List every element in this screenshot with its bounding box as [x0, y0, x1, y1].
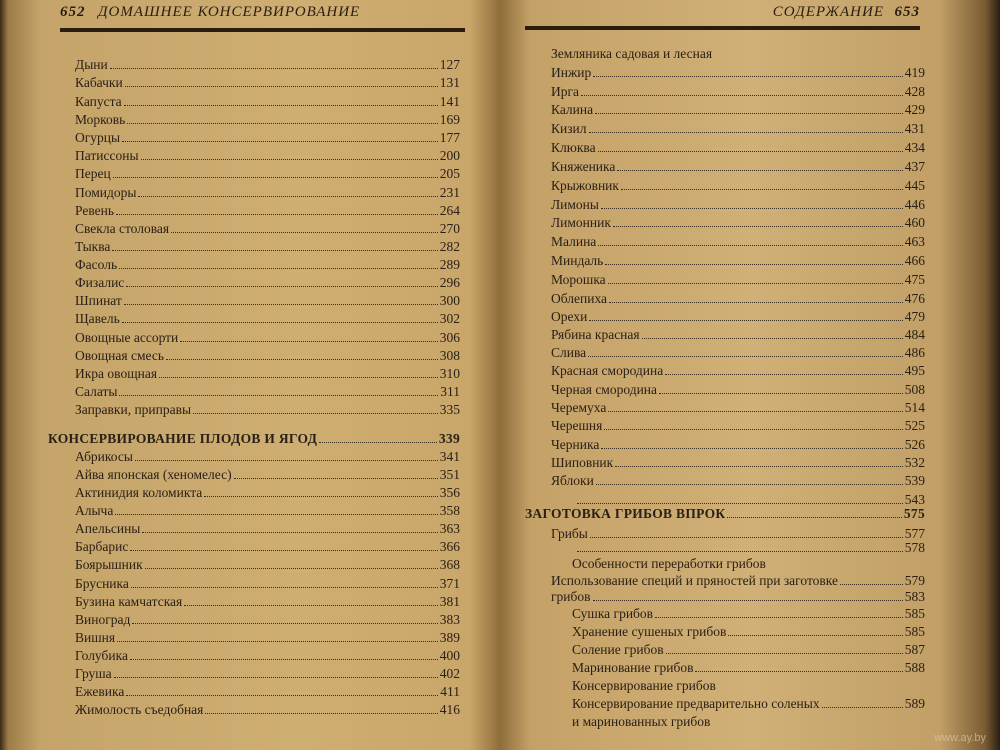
toc-leader-dots — [659, 380, 903, 394]
toc-leader-dots — [114, 664, 438, 678]
toc-entry — [75, 447, 460, 466]
toc-leader-dots — [588, 343, 903, 357]
toc-leader-dots — [655, 604, 903, 618]
toc-entry — [75, 700, 460, 719]
toc-entry — [551, 63, 925, 82]
left-page-number: 652 — [60, 4, 86, 20]
toc-entry-page: 476 — [904, 291, 925, 306]
toc-entry-label: Инжир — [551, 65, 592, 80]
toc-entry-label: Рябина красная — [551, 327, 640, 342]
toc-entry-label: Ежевика — [75, 684, 125, 699]
toc-entry-page: 589 — [904, 696, 925, 711]
toc-entry-page: 508 — [904, 382, 925, 397]
toc-section-heading — [48, 429, 460, 448]
toc-entry-label: Черешня — [551, 418, 603, 433]
toc-leader-dots — [110, 55, 438, 69]
toc-leader-dots — [598, 232, 902, 246]
toc-entry-label: Черная смородина — [551, 382, 658, 397]
toc-leader-dots — [116, 201, 438, 215]
toc-entry-page: 479 — [904, 309, 925, 324]
toc-entry — [551, 176, 925, 195]
toc-entry — [75, 55, 460, 74]
toc-leader-dots — [126, 682, 438, 696]
toc-entry-label: Хранение сушеных грибов — [572, 624, 727, 639]
toc-entry — [75, 610, 460, 629]
toc-leader-dots — [714, 45, 923, 58]
toc-entry-label: Овощные ассорти — [75, 330, 179, 345]
toc-entry — [572, 622, 925, 641]
toc-leader-dots — [130, 537, 437, 551]
toc-entry-page: 231 — [439, 185, 460, 200]
toc-entry-page: 351 — [439, 467, 460, 482]
toc-entry — [75, 628, 460, 647]
toc-entry — [551, 270, 925, 289]
toc-leader-dots — [593, 587, 903, 601]
toc-leader-dots — [124, 92, 438, 106]
toc-entry — [75, 574, 460, 593]
toc-entry — [551, 398, 925, 417]
toc-entry-page: 463 — [904, 234, 925, 249]
toc-entry — [551, 82, 925, 101]
toc-entry — [572, 604, 925, 623]
toc-entry-label: Кабачки — [75, 75, 123, 90]
toc-entry-page: 402 — [439, 666, 460, 681]
toc-entry-label: грибов — [551, 589, 591, 604]
toc-entry — [75, 592, 460, 611]
toc-entry-label: Тыква — [75, 239, 111, 254]
right-header-rule — [525, 26, 920, 30]
toc-entry — [551, 325, 925, 344]
toc-entry-page: 302 — [439, 311, 460, 326]
toc-leader-dots — [145, 555, 438, 569]
toc-leader-dots — [840, 571, 903, 585]
toc-entry — [551, 435, 925, 454]
toc-entry-label: Шпинат — [75, 293, 122, 308]
toc-entry-page: 358 — [439, 503, 460, 518]
toc-entry — [75, 346, 460, 365]
toc-entry-page: 431 — [904, 121, 925, 136]
toc-leader-dots — [119, 382, 438, 396]
toc-leader-dots — [589, 119, 903, 133]
toc-entry-label: Использование специй и пряностей при заготовке — [551, 573, 839, 588]
toc-entry-label: Огурцы — [75, 130, 121, 145]
toc-leader-dots — [712, 713, 923, 726]
toc-leader-dots — [601, 195, 903, 209]
toc-entry-page: 335 — [439, 402, 460, 417]
toc-entry-label: Облепиха — [551, 291, 608, 306]
toc-entry — [75, 201, 460, 220]
toc-entry-label: Сушка грибов — [572, 606, 654, 621]
toc-entry-label: Княженика — [551, 159, 616, 174]
toc-leader-dots — [180, 328, 437, 342]
toc-entry-label: Калина — [551, 102, 594, 117]
toc-entry — [75, 128, 460, 147]
toc-entry — [572, 676, 925, 695]
toc-entry-page: 282 — [439, 239, 460, 254]
toc-leader-dots — [617, 157, 902, 171]
toc-entry-page: 416 — [439, 702, 460, 717]
toc-entry-page: 585 — [904, 624, 925, 639]
toc-entry — [551, 453, 925, 472]
toc-entry-label: Крыжовник — [551, 178, 619, 193]
toc-leader-dots — [171, 219, 438, 233]
toc-leader-dots — [125, 73, 438, 87]
toc-entry-page: 177 — [439, 130, 460, 145]
toc-entry-page: 296 — [439, 275, 460, 290]
toc-entry-label: Груша — [75, 666, 112, 681]
toc-entry-label: Кизил — [551, 121, 587, 136]
toc-entry-page: 383 — [439, 612, 460, 627]
toc-entry-page: 495 — [904, 363, 925, 378]
toc-entry-page: 445 — [904, 178, 925, 193]
right-running-head — [525, 4, 920, 28]
toc-leader-dots — [595, 100, 903, 114]
toc-entry-page: 308 — [439, 348, 460, 363]
toc-entry — [551, 289, 925, 308]
toc-leader-dots — [728, 622, 902, 636]
toc-entry-page: 341 — [439, 449, 460, 464]
toc-leader-dots — [642, 325, 903, 339]
toc-entry — [75, 273, 460, 292]
toc-entry-page: 411 — [440, 684, 460, 699]
toc-leader-dots — [138, 183, 437, 197]
toc-leader-dots — [119, 255, 438, 269]
toc-leader-dots — [605, 251, 902, 265]
toc-entry-page: 389 — [439, 630, 460, 645]
toc-entry-label: Патиссоны — [75, 148, 139, 163]
toc-entry-label: Физалис — [75, 275, 125, 290]
toc-entry-label: Земляника садовая и лесная — [551, 46, 713, 61]
toc-entry-label: Заправки, приправы — [75, 402, 192, 417]
toc-entry-label: Актинидия коломикта — [75, 485, 203, 500]
toc-leader-dots — [596, 471, 903, 485]
toc-entry — [75, 291, 460, 310]
toc-entry-page: 306 — [439, 330, 460, 345]
toc-entry — [75, 237, 460, 256]
toc-entry — [551, 119, 925, 138]
toc-entry-page: 339 — [438, 431, 460, 446]
toc-entry-label: Алыча — [75, 503, 114, 518]
toc-entry-label: Брусника — [75, 576, 129, 591]
toc-entry-label: Виноград — [75, 612, 131, 627]
toc-entry-page: 588 — [904, 660, 925, 675]
toc-entry — [75, 400, 460, 419]
toc-entry — [75, 465, 460, 484]
toc-entry-label: Малина — [551, 234, 597, 249]
toc-entry-page: 543 — [904, 492, 925, 507]
toc-entry-page: 577 — [904, 526, 925, 541]
toc-entry-page: 583 — [904, 589, 925, 604]
toc-leader-dots — [122, 128, 438, 142]
toc-entry-label: Дыни — [75, 57, 108, 72]
toc-entry — [75, 519, 460, 538]
toc-section-heading — [525, 504, 925, 523]
toc-entry-page: 484 — [904, 327, 925, 342]
right-running-title: СОДЕРЖАНИЕ — [772, 4, 884, 20]
toc-entry — [572, 658, 925, 677]
toc-entry-label: Боярышник — [75, 557, 143, 572]
toc-entry — [551, 232, 925, 251]
toc-entry — [75, 255, 460, 274]
toc-entry-label: и маринованных грибов — [572, 714, 711, 729]
toc-entry-label: Свекла столовая — [75, 221, 170, 236]
toc-leader-dots — [113, 164, 438, 178]
toc-entry-label: Черемуха — [551, 400, 607, 415]
toc-leader-dots — [205, 700, 437, 714]
toc-leader-dots — [665, 361, 903, 375]
toc-entry-page: 419 — [904, 65, 925, 80]
toc-leader-dots — [135, 447, 438, 461]
toc-entry-page: 205 — [439, 166, 460, 181]
toc-entry-page: 368 — [439, 557, 460, 572]
toc-entry-label: Яблоки — [551, 473, 594, 488]
left-running-title: ДОМАШНЕЕ КОНСЕРВИРОВАНИЕ — [98, 4, 361, 20]
toc-leader-dots — [727, 504, 901, 518]
toc-entry-label: Лимонник — [551, 215, 611, 230]
toc-entry-label: Голубика — [75, 648, 128, 663]
toc-leader-dots — [666, 640, 903, 654]
toc-entry-label: Лимоны — [551, 197, 599, 212]
toc-entry-page: 141 — [439, 94, 460, 109]
toc-entry — [75, 110, 460, 129]
toc-entry-page: 200 — [439, 148, 460, 163]
toc-entry-page: 575 — [903, 506, 925, 521]
toc-entry-page: 356 — [439, 485, 460, 500]
toc-leader-dots — [822, 694, 903, 708]
toc-entry-label: Ирга — [551, 84, 580, 99]
toc-entry — [75, 501, 460, 520]
watermark: www.ay.by — [934, 732, 986, 744]
toc-entry-page: 526 — [904, 437, 925, 452]
toc-leader-dots — [593, 63, 902, 77]
toc-entry — [551, 100, 925, 119]
toc-leader-dots — [142, 519, 437, 533]
toc-entry-label: Орехи — [551, 309, 588, 324]
toc-entry — [551, 138, 925, 157]
toc-entry-page: 437 — [904, 159, 925, 174]
toc-leader-dots — [184, 592, 438, 606]
toc-entry-page: 587 — [904, 642, 925, 657]
right-page — [505, 0, 1000, 750]
toc-entry-label: Морошка — [551, 272, 606, 287]
toc-entry-page: 466 — [904, 253, 925, 268]
toc-entry-page: 270 — [439, 221, 460, 236]
toc-entry-label: Барбарис — [75, 539, 129, 554]
toc-entry-page: 514 — [904, 400, 925, 415]
toc-entry-page: 578 — [904, 540, 925, 555]
toc-leader-dots — [166, 346, 438, 360]
toc-entry — [75, 183, 460, 202]
toc-entry-page: 310 — [439, 366, 460, 381]
toc-leader-dots — [589, 307, 902, 321]
toc-entry-label: Фасоль — [75, 257, 118, 272]
left-page — [0, 0, 495, 750]
toc-leader-dots — [319, 429, 437, 443]
toc-entry-page: 311 — [440, 384, 460, 399]
toc-leader-dots — [124, 291, 438, 305]
toc-leader-dots — [193, 400, 438, 414]
toc-entry — [75, 664, 460, 683]
toc-entry — [551, 361, 925, 380]
toc-entry-label: Консервирование грибов — [572, 678, 716, 693]
toc-entry-page: 127 — [439, 57, 460, 72]
toc-entry-label: Черника — [551, 437, 600, 452]
toc-entry-page: 289 — [439, 257, 460, 272]
toc-entry — [75, 328, 460, 347]
toc-leader-dots — [768, 555, 923, 568]
toc-entry-label: Овощная смесь — [75, 348, 164, 363]
toc-entry — [551, 195, 925, 214]
toc-entry — [572, 640, 925, 659]
toc-leader-dots — [601, 435, 902, 449]
toc-leader-dots — [577, 490, 903, 504]
toc-leader-dots — [115, 501, 437, 515]
toc-leader-dots — [590, 524, 903, 538]
toc-leader-dots — [122, 309, 438, 323]
toc-entry — [75, 146, 460, 165]
toc-entry-page: 460 — [904, 215, 925, 230]
toc-entry — [75, 164, 460, 183]
toc-entry — [572, 712, 925, 731]
toc-entry-page: 131 — [439, 75, 460, 90]
left-running-head — [60, 4, 465, 28]
toc-entry — [75, 309, 460, 328]
toc-leader-dots — [130, 646, 438, 660]
toc-entry-page: 300 — [439, 293, 460, 308]
toc-entry — [75, 537, 460, 556]
toc-entry-page: 429 — [904, 102, 925, 117]
toc-leader-dots — [131, 574, 438, 588]
toc-leader-dots — [718, 677, 923, 690]
toc-entry-page: 539 — [904, 473, 925, 488]
toc-leader-dots — [117, 628, 438, 642]
toc-entry-label: Бузина камчатская — [75, 594, 183, 609]
toc-entry-page: 381 — [439, 594, 460, 609]
toc-entry-page: 428 — [904, 84, 925, 99]
toc-leader-dots — [621, 176, 903, 190]
toc-entry-page: 434 — [904, 140, 925, 155]
toc-entry-page: 486 — [904, 345, 925, 360]
toc-entry-label: Щавель — [75, 311, 120, 326]
toc-entry-page: 371 — [439, 576, 460, 591]
toc-entry-label: Икра овощная — [75, 366, 158, 381]
toc-entry — [551, 157, 925, 176]
toc-entry — [75, 73, 460, 92]
toc-entry — [75, 382, 460, 401]
toc-entry-page: 475 — [904, 272, 925, 287]
toc-entry-page: 264 — [439, 203, 460, 218]
toc-entry-label: Шиповник — [551, 455, 614, 470]
toc-entry-page: 169 — [439, 112, 460, 127]
toc-entry — [75, 483, 460, 502]
toc-entry — [75, 646, 460, 665]
toc-leader-dots — [613, 213, 903, 227]
toc-entry-label: Апельсины — [75, 521, 141, 536]
toc-entry-label: Ревень — [75, 203, 114, 218]
toc-leader-dots — [604, 416, 902, 430]
toc-leader-dots — [234, 465, 438, 479]
toc-leader-dots — [608, 398, 902, 412]
toc-entry-label: Вишня — [75, 630, 116, 645]
toc-leader-dots — [204, 483, 437, 497]
toc-leader-dots — [581, 82, 903, 96]
toc-entry-page: 525 — [904, 418, 925, 433]
toc-entry-label: Маринование грибов — [572, 660, 694, 675]
toc-entry — [572, 694, 925, 713]
toc-entry-label: Миндаль — [551, 253, 604, 268]
toc-leader-dots — [127, 110, 437, 124]
toc-entry-page: 579 — [904, 573, 925, 588]
toc-leader-dots — [132, 610, 437, 624]
toc-entry — [551, 251, 925, 270]
toc-entry-label: Помидоры — [75, 185, 137, 200]
right-page-number: 653 — [894, 4, 920, 20]
toc-entry-page: 363 — [439, 521, 460, 536]
toc-entry — [551, 471, 925, 490]
toc-leader-dots — [608, 270, 903, 284]
toc-entry-label: Капуста — [75, 94, 122, 109]
toc-leader-dots — [615, 453, 903, 467]
toc-entry — [75, 364, 460, 383]
toc-entry-label: Соление грибов — [572, 642, 664, 657]
toc-entry-label: Особенности переработки грибов — [572, 556, 766, 571]
toc-leader-dots — [609, 289, 903, 303]
toc-entry — [75, 219, 460, 238]
toc-entry-label: КОНСЕРВИРОВАНИЕ ПЛОДОВ И ЯГОД — [48, 431, 318, 446]
toc-entry — [551, 416, 925, 435]
toc-entry — [551, 307, 925, 326]
toc-entry-page: 446 — [904, 197, 925, 212]
toc-entry — [551, 213, 925, 232]
toc-entry — [551, 44, 925, 63]
toc-entry-label: Слива — [551, 345, 587, 360]
toc-leader-dots — [695, 658, 902, 672]
toc-entry-label: Грибы — [551, 526, 588, 541]
toc-entry-label: Консервирование предварительно соленых — [572, 696, 820, 711]
toc-entry — [551, 343, 925, 362]
toc-entry — [75, 682, 460, 701]
toc-entry-page: 532 — [904, 455, 925, 470]
toc-leader-dots — [141, 146, 438, 160]
toc-entry-label: Красная смородина — [551, 363, 664, 378]
left-header-rule — [60, 28, 465, 32]
toc-entry-label: ЗАГОТОВКА ГРИБОВ ВПРОК — [525, 506, 726, 521]
toc-entry-label: Салаты — [75, 384, 118, 399]
toc-entry-label: Айва японская (хеномелес) — [75, 467, 232, 482]
toc-entry-label: Перец — [75, 166, 111, 181]
toc-entry-label: Морковь — [75, 112, 126, 127]
toc-entry — [551, 380, 925, 399]
toc-entry-page: 366 — [439, 539, 460, 554]
toc-entry-label: Жимолость съедобная — [75, 702, 204, 717]
toc-entry — [75, 92, 460, 111]
toc-leader-dots — [598, 138, 903, 152]
toc-leader-dots — [126, 273, 437, 287]
toc-leader-dots — [112, 237, 437, 251]
toc-leader-dots — [159, 364, 438, 378]
toc-entry-page: 400 — [439, 648, 460, 663]
toc-leader-dots — [577, 538, 903, 552]
toc-entry-label: Абрикосы — [75, 449, 133, 464]
toc-entry-page: 585 — [904, 606, 925, 621]
toc-entry-label: Клюква — [551, 140, 596, 155]
toc-entry — [75, 555, 460, 574]
